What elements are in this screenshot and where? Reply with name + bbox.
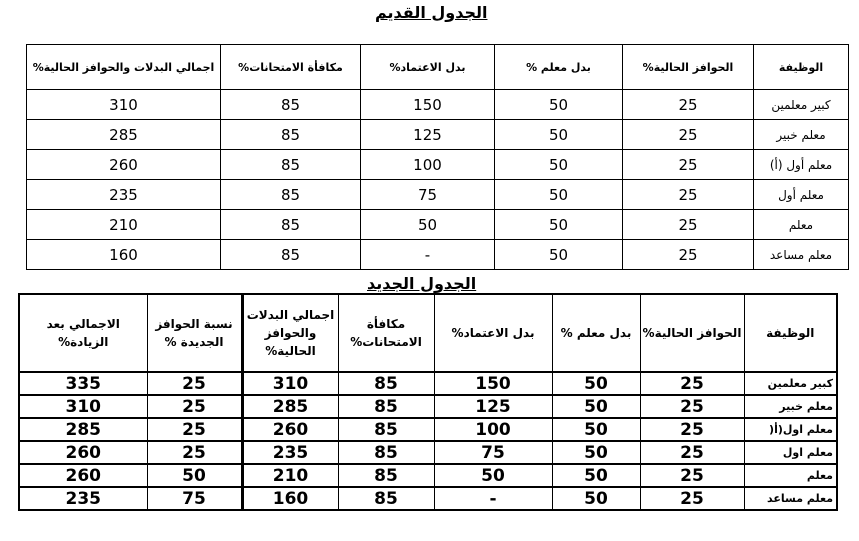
table-cell: 85 bbox=[221, 120, 361, 150]
table-cell: 235 bbox=[242, 441, 338, 464]
table-cell: 50 bbox=[552, 395, 640, 418]
table-cell: 125 bbox=[434, 395, 552, 418]
table-cell: 50 bbox=[495, 180, 623, 210]
table-cell: 50 bbox=[552, 464, 640, 487]
table-cell: 25 bbox=[640, 441, 744, 464]
table-cell: 50 bbox=[495, 90, 623, 120]
header-new-incentive-rate: نسبة الحوافز الجديدة % bbox=[147, 294, 242, 372]
table-cell: - bbox=[361, 240, 495, 270]
table-cell: 50 bbox=[552, 441, 640, 464]
table-cell: 25 bbox=[640, 418, 744, 441]
table-cell: 210 bbox=[242, 464, 338, 487]
table-cell: 235 bbox=[19, 487, 147, 510]
table-cell: 25 bbox=[623, 150, 754, 180]
table-cell: 75 bbox=[434, 441, 552, 464]
table-cell: 85 bbox=[221, 150, 361, 180]
table-cell: 25 bbox=[640, 487, 744, 510]
table-cell: 310 bbox=[242, 372, 338, 395]
table-row bbox=[19, 418, 837, 441]
header-teacher-allowance: بدل معلم % bbox=[552, 294, 640, 372]
table-cell: 285 bbox=[27, 120, 221, 150]
job-title-cell: معلم اول(أ( bbox=[744, 418, 837, 441]
header-exam-bonus: مكافأة الامتحانات% bbox=[338, 294, 434, 372]
table-row bbox=[19, 395, 837, 418]
table-cell: 85 bbox=[221, 90, 361, 120]
table-cell: 85 bbox=[338, 441, 434, 464]
header-total-current: اجمالي البدلات والحوافز الحالية% bbox=[242, 294, 338, 372]
table-row bbox=[19, 487, 837, 510]
table-cell: 25 bbox=[623, 120, 754, 150]
job-title-cell: معلم اول bbox=[744, 441, 837, 464]
table-cell: 235 bbox=[27, 180, 221, 210]
table-row bbox=[27, 210, 849, 240]
table-cell: 160 bbox=[27, 240, 221, 270]
table-cell: 100 bbox=[434, 418, 552, 441]
table-cell: 25 bbox=[640, 372, 744, 395]
job-title-cell: معلم خبير bbox=[744, 395, 837, 418]
table-cell: 335 bbox=[19, 372, 147, 395]
header-exam-bonus: مكافأة الامتحانات% bbox=[221, 45, 361, 90]
table-cell: 150 bbox=[434, 372, 552, 395]
old-table-header-row bbox=[27, 45, 849, 90]
table-cell: 25 bbox=[147, 418, 242, 441]
table-cell: 50 bbox=[495, 120, 623, 150]
table-cell: 50 bbox=[552, 372, 640, 395]
table-cell: 150 bbox=[361, 90, 495, 120]
header-current-incentives: الحوافز الحالية% bbox=[640, 294, 744, 372]
table-cell: 25 bbox=[623, 180, 754, 210]
header-total-current: اجمالي البدلات والحوافز الحالية% bbox=[27, 45, 221, 90]
table-cell: 50 bbox=[361, 210, 495, 240]
old-table-title: الجدول القديم bbox=[375, 3, 488, 22]
new-table-header-row bbox=[19, 294, 837, 372]
table-cell: 125 bbox=[361, 120, 495, 150]
table-cell: 50 bbox=[147, 464, 242, 487]
table-cell: 25 bbox=[640, 395, 744, 418]
table-row bbox=[19, 441, 837, 464]
header-total-after-increase: الاجمالي بعد الزيادة% bbox=[19, 294, 147, 372]
job-title-cell: معلم bbox=[744, 464, 837, 487]
table-cell: 25 bbox=[147, 372, 242, 395]
table-cell: 85 bbox=[221, 180, 361, 210]
header-current-incentives: الحوافز الحالية% bbox=[623, 45, 754, 90]
table-cell: 85 bbox=[221, 240, 361, 270]
table-cell: 50 bbox=[552, 487, 640, 510]
table-row bbox=[27, 240, 849, 270]
table-cell: 50 bbox=[552, 418, 640, 441]
header-job-title: الوظيفة bbox=[754, 45, 849, 90]
table-cell: 25 bbox=[623, 90, 754, 120]
job-title-cell: معلم أول bbox=[754, 180, 849, 210]
table-cell: 210 bbox=[27, 210, 221, 240]
table-row bbox=[27, 150, 849, 180]
table-cell: 85 bbox=[338, 418, 434, 441]
table-cell: 260 bbox=[19, 464, 147, 487]
table-row bbox=[19, 372, 837, 395]
table-cell: 50 bbox=[495, 240, 623, 270]
job-title-cell: معلم أول (أ) bbox=[754, 150, 849, 180]
table-cell: 25 bbox=[147, 441, 242, 464]
table-cell: 25 bbox=[623, 210, 754, 240]
table-cell: 85 bbox=[221, 210, 361, 240]
table-cell: 25 bbox=[147, 395, 242, 418]
job-title-cell: معلم bbox=[754, 210, 849, 240]
table-cell: 285 bbox=[242, 395, 338, 418]
table-cell: 50 bbox=[495, 210, 623, 240]
table-cell: 25 bbox=[640, 464, 744, 487]
header-accreditation-allowance: بدل الاعتماد% bbox=[361, 45, 495, 90]
table-cell: 85 bbox=[338, 464, 434, 487]
table-cell: 85 bbox=[338, 487, 434, 510]
table-cell: 260 bbox=[27, 150, 221, 180]
table-cell: 310 bbox=[27, 90, 221, 120]
table-cell: 85 bbox=[338, 372, 434, 395]
new-table bbox=[18, 293, 838, 511]
table-cell: 50 bbox=[434, 464, 552, 487]
table-cell: - bbox=[434, 487, 552, 510]
new-table-title: الجدول الجديد bbox=[367, 274, 477, 293]
table-cell: 25 bbox=[623, 240, 754, 270]
job-title-cell: معلم مساعد bbox=[744, 487, 837, 510]
job-title-cell: معلم خبير bbox=[754, 120, 849, 150]
table-cell: 50 bbox=[495, 150, 623, 180]
table-row bbox=[27, 90, 849, 120]
table-row bbox=[27, 180, 849, 210]
table-cell: 75 bbox=[361, 180, 495, 210]
job-title-cell: معلم مساعد bbox=[754, 240, 849, 270]
table-cell: 85 bbox=[338, 395, 434, 418]
header-job-title: الوظيفة bbox=[744, 294, 837, 372]
table-cell: 260 bbox=[19, 441, 147, 464]
table-cell: 100 bbox=[361, 150, 495, 180]
job-title-cell: كبير معلمين bbox=[744, 372, 837, 395]
header-teacher-allowance: بدل معلم % bbox=[495, 45, 623, 90]
table-cell: 310 bbox=[19, 395, 147, 418]
table-row bbox=[27, 120, 849, 150]
table-cell: 260 bbox=[242, 418, 338, 441]
table-cell: 285 bbox=[19, 418, 147, 441]
table-row bbox=[19, 464, 837, 487]
job-title-cell: كبير معلمين bbox=[754, 90, 849, 120]
header-accreditation-allowance: بدل الاعتماد% bbox=[434, 294, 552, 372]
table-cell: 160 bbox=[242, 487, 338, 510]
old-table bbox=[26, 44, 849, 270]
table-cell: 75 bbox=[147, 487, 242, 510]
